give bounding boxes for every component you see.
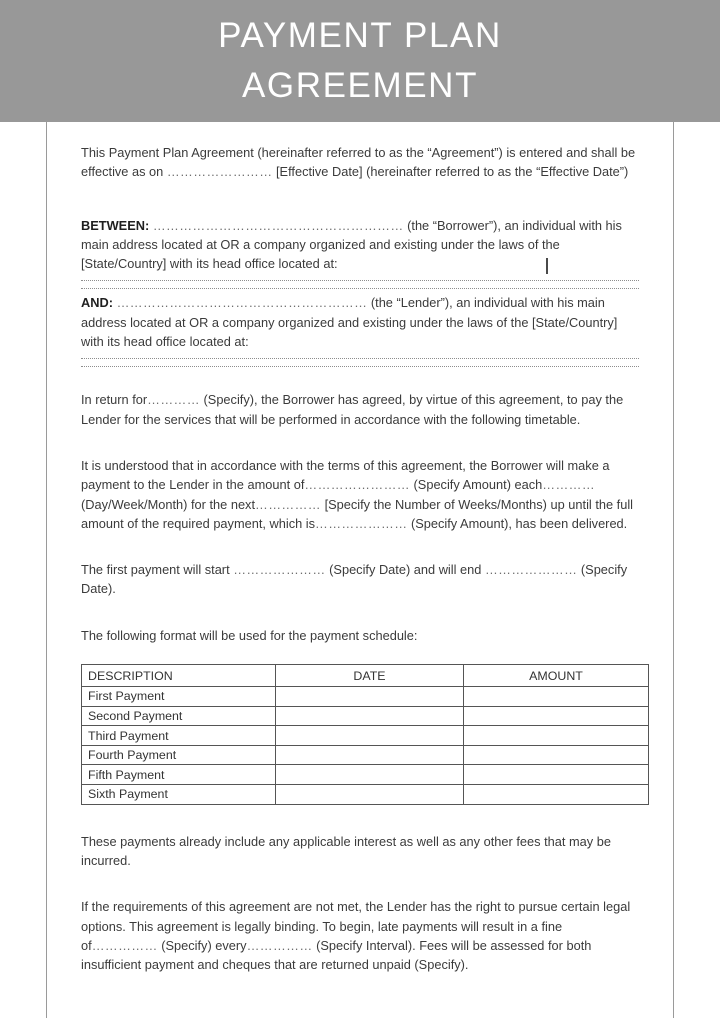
in-return-part-1: In return for [81,392,148,408]
understood-dots-1[interactable]: …………………… [304,477,410,493]
cell-amount[interactable] [464,745,649,765]
first-payment-dots-2[interactable]: ………………… [484,562,578,578]
column-header-amount: AMOUNT [464,665,649,687]
text-insertion-caret [546,258,548,274]
page-left-rule [46,122,47,1018]
table-row [82,745,649,765]
cell-date[interactable] [276,785,464,805]
cell-date[interactable] [276,706,464,726]
intro-dots[interactable]: …………………… [166,164,273,180]
in-return-dots-1[interactable]: ………… [147,392,200,408]
between-address-rule-2[interactable] [81,288,639,289]
cell-date[interactable] [276,687,464,707]
requirements-part-2: (Specify) every [161,937,247,953]
and-party-dots[interactable]: ………………………………………………… [116,295,368,311]
cell-description: First Payment [82,687,276,707]
document-title-line-1: PAYMENT PLAN [218,16,502,55]
understood-dots-4[interactable]: ………………… [315,515,408,531]
intro-text-after: [Effective Date] (hereinafter referred to as the “Effective Date”) [276,164,629,180]
understood-part-2: (Specify Amount) each [413,477,543,493]
cell-description: Sixth Payment [82,785,276,805]
between-text: (the “Borrower”), an individual with his main address located at OR a company organized and existing under the laws of the [State/Country] with its head office located at: [81,217,622,272]
understood-part-4: [Specify the Number of Weeks/Months) up until the full amount of the required payment, which is [81,496,634,531]
paragraph-and [81,293,639,351]
paragraph-intro [81,143,639,182]
paragraph-in-return [81,390,639,429]
first-payment-part-2: (Specify Date) and will end [329,562,482,578]
understood-part-5: (Specify Amount), has been delivered. [410,515,628,531]
document-body [81,122,639,974]
paragraph-between [81,216,639,274]
cell-description: Fourth Payment [82,745,276,765]
and-address-rule-2[interactable] [81,366,639,367]
column-header-date: DATE [276,665,464,687]
cell-amount[interactable] [464,706,649,726]
table-row [82,687,649,707]
cell-description: Fifth Payment [82,765,276,785]
payment-schedule-table [81,664,649,805]
understood-dots-2[interactable]: ………… [542,477,596,493]
between-address-rule-1[interactable] [81,280,639,281]
page-right-rule [673,122,674,1018]
requirements-part-1: If the requirements of this agreement are not met, the Lender has the right to pursue certain legal options. This agreement is legally binding. To begin, late payments will result in a fine of [81,899,631,953]
cell-amount[interactable] [464,687,649,707]
paragraph-understood [81,456,639,533]
table-row [82,785,649,805]
intro-text-before: This Payment Plan Agreement (hereinafter referred to as the “Agreement”) is entered and shall be effective as on [81,145,636,180]
first-payment-dots-1[interactable]: ………………… [233,562,326,578]
table-row [82,726,649,746]
table-header-row [82,665,649,687]
cell-description: Second Payment [82,706,276,726]
understood-dots-3[interactable]: …………… [255,496,321,512]
understood-part-3: (Day/Week/Month) for the next [81,496,256,512]
document-header-banner [0,0,720,122]
and-label: AND: [81,295,113,311]
between-party-dots[interactable]: ………………………………………………… [152,217,404,233]
column-header-description: DESCRIPTION [82,665,276,687]
requirements-dots-1[interactable]: …………… [91,937,158,953]
paragraph-schedule-intro: The following format will be used for the payment schedule: [81,627,418,643]
first-payment-part-3: (Specify Date). [81,562,628,597]
cell-amount[interactable] [464,765,649,785]
cell-amount[interactable] [464,726,649,746]
understood-part-1: It is understood that in accordance with the terms of this agreement, the Borrower will make a payment to the Lender in the amount of [81,457,610,493]
requirements-dots-2[interactable]: …………… [246,937,313,953]
cell-description: Third Payment [82,726,276,746]
cell-date[interactable] [276,745,464,765]
table-row [82,706,649,726]
cell-date[interactable] [276,726,464,746]
first-payment-part-1: The first payment will start [81,562,230,578]
and-text: (the “Lender”), an individual with his main address located at OR a company organized and existing under the laws of the [State/Country] with its head office located at: [81,295,618,350]
between-label: BETWEEN: [81,217,150,233]
in-return-part-2: (Specify), the Borrower has agreed, by virtue of this agreement, to pay the Lender for the services that will be performed in accordance with the following timetable. [81,392,624,427]
cell-amount[interactable] [464,785,649,805]
paragraph-already-include: These payments already include any applicable interest as well as any other fees that may be incurred. [81,833,611,868]
paragraph-first-payment [81,560,639,599]
requirements-part-3: (Specify Interval). Fees will be assessed for both insufficient payment and cheques that are returned unpaid (Specify). [81,937,592,973]
table-row [82,765,649,785]
document-title-line-2: AGREEMENT [241,66,479,105]
cell-date[interactable] [276,765,464,785]
and-address-rule-1[interactable] [81,358,639,359]
paragraph-requirements [81,897,639,974]
